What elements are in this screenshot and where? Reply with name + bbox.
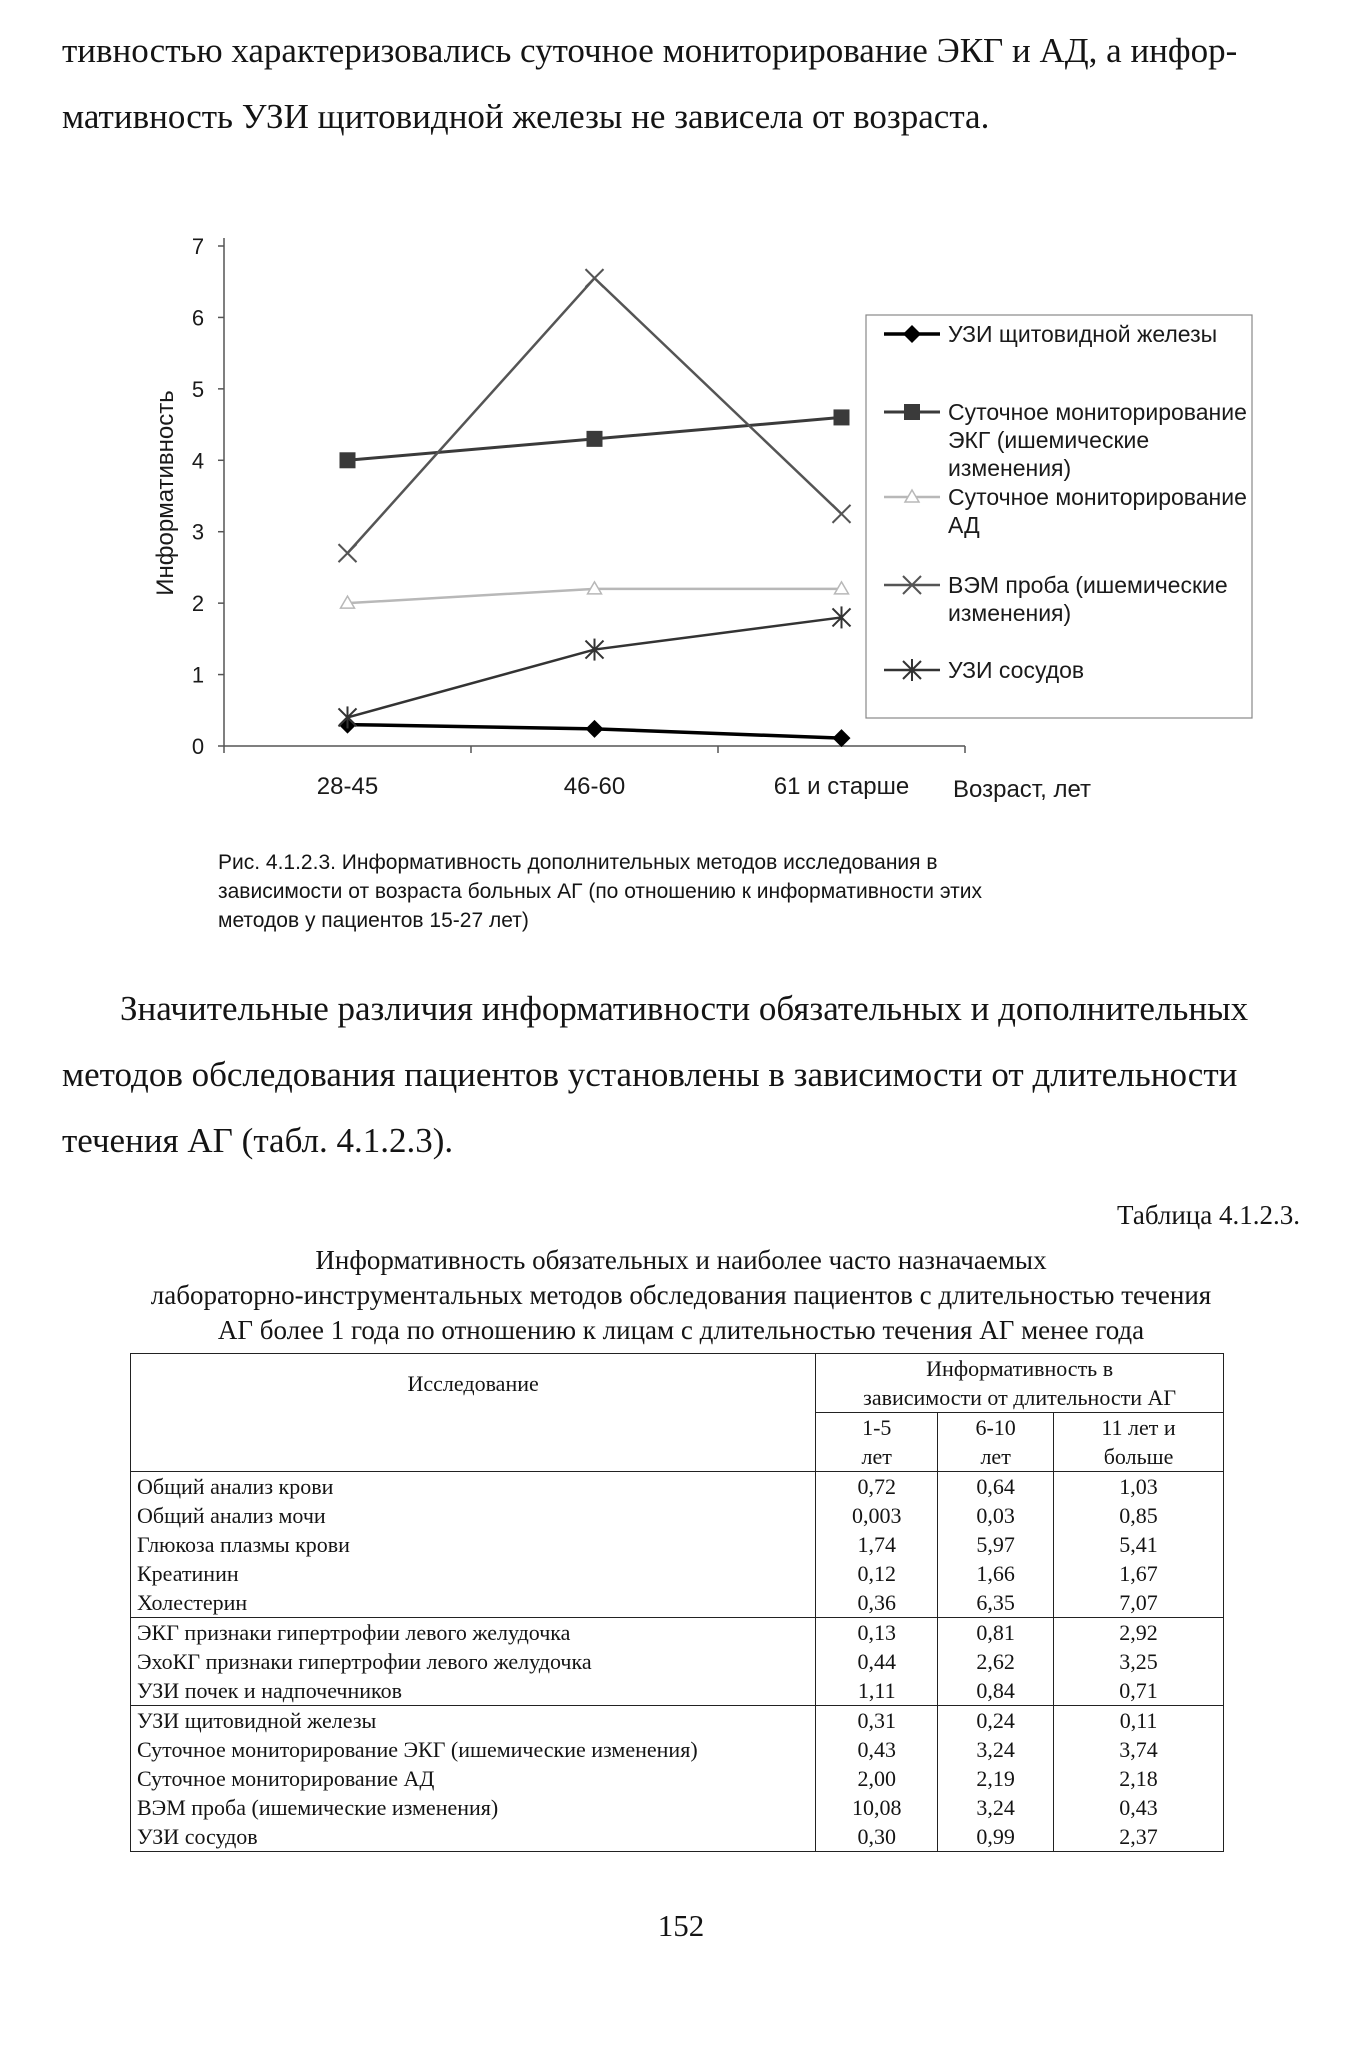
value-cell: 1,66 bbox=[938, 1559, 1054, 1588]
series-line bbox=[348, 278, 842, 553]
table-row bbox=[131, 1559, 1224, 1588]
value-cell: 5,97 bbox=[938, 1530, 1054, 1559]
value-cell: 0,13 bbox=[816, 1618, 938, 1648]
legend-label: Суточное мониторирование bbox=[948, 399, 1247, 425]
value-cell: 2,00 bbox=[816, 1764, 938, 1793]
informativeness-table bbox=[130, 1353, 1224, 1852]
data-point bbox=[339, 544, 357, 562]
data-point bbox=[833, 729, 851, 747]
informativeness-line-chart bbox=[0, 0, 1362, 840]
value-cell: 2,92 bbox=[1054, 1618, 1224, 1648]
y-tick-label: 0 bbox=[191, 734, 205, 759]
value-cell: 3,74 bbox=[1054, 1735, 1224, 1764]
table-label: Таблица 4.1.2.3. bbox=[1117, 1200, 1300, 1230]
header-text: лет bbox=[861, 1444, 892, 1469]
title-line: АГ более 1 года по отношению к лицам с длительностью течения АГ менее года bbox=[217, 1315, 1145, 1345]
value-cell: 0,12 bbox=[816, 1559, 938, 1588]
caption-line: методов у пациентов 15-27 лет) bbox=[218, 909, 529, 932]
value-cell: 0,85 bbox=[1054, 1501, 1224, 1530]
table-row bbox=[131, 1764, 1224, 1793]
study-name: Холестерин bbox=[131, 1588, 816, 1618]
value-cell: 0,43 bbox=[1054, 1793, 1224, 1822]
header-study-spacer bbox=[131, 1413, 816, 1472]
y-tick-label: 7 bbox=[191, 234, 205, 259]
y-tick-label: 5 bbox=[191, 376, 205, 402]
value-cell: 1,67 bbox=[1054, 1559, 1224, 1588]
value-cell: 0,72 bbox=[816, 1472, 938, 1502]
header-duration-1 bbox=[816, 1413, 938, 1472]
study-name: Общий анализ крови bbox=[131, 1472, 816, 1502]
value-cell: 3,25 bbox=[1054, 1647, 1224, 1676]
text-line: методов обследования пациентов установлены в зависимости от длительности bbox=[62, 1055, 1238, 1094]
study-name: УЗИ почек и надпочечников bbox=[131, 1676, 816, 1706]
value-cell: 0,64 bbox=[938, 1472, 1054, 1502]
table-row bbox=[131, 1706, 1224, 1736]
figure-caption bbox=[218, 848, 1128, 935]
series-line bbox=[348, 617, 842, 717]
header-text: 6-10 bbox=[975, 1415, 1016, 1440]
header-group-line: зависимости от длительности АГ bbox=[863, 1385, 1177, 1410]
study-name: ЭхоКГ признаки гипертрофии левого желудочка bbox=[131, 1647, 816, 1676]
header-duration-2 bbox=[938, 1413, 1054, 1472]
study-name: УЗИ щитовидной железы bbox=[131, 1706, 816, 1736]
value-cell: 0,30 bbox=[816, 1822, 938, 1852]
data-point bbox=[586, 720, 604, 738]
legend-label: АД bbox=[948, 512, 980, 538]
value-cell: 5,41 bbox=[1054, 1530, 1224, 1559]
study-name: Суточное мониторирование ЭКГ (ишемические изменения) bbox=[131, 1735, 816, 1764]
value-cell: 0,43 bbox=[816, 1735, 938, 1764]
legend-swatch-marker bbox=[904, 404, 920, 420]
value-cell: 7,07 bbox=[1054, 1588, 1224, 1618]
y-axis-label: Информативность bbox=[152, 390, 179, 596]
value-cell: 0,31 bbox=[816, 1706, 938, 1736]
text-line: течения АГ (табл. 4.1.2.3). bbox=[62, 1121, 454, 1160]
value-cell: 0,003 bbox=[816, 1501, 938, 1530]
value-cell: 2,37 bbox=[1054, 1822, 1224, 1852]
data-point bbox=[339, 706, 357, 728]
value-cell: 0,11 bbox=[1054, 1706, 1224, 1736]
caption-line: Рис. 4.1.2.3. Информативность дополнительных методов исследования в bbox=[218, 851, 938, 874]
header-group-line: Информативность в bbox=[926, 1356, 1114, 1381]
study-name: Глюкоза плазмы крови bbox=[131, 1530, 816, 1559]
y-tick-label: 2 bbox=[191, 591, 205, 617]
x-tick-label: 28-45 bbox=[316, 773, 379, 800]
value-cell: 1,03 bbox=[1054, 1472, 1224, 1502]
data-point bbox=[587, 431, 603, 447]
data-point bbox=[833, 505, 851, 523]
legend-label: УЗИ щитовидной железы bbox=[948, 321, 1218, 347]
header-group bbox=[816, 1354, 1224, 1413]
table-row bbox=[131, 1618, 1224, 1648]
table-title bbox=[40, 1243, 1322, 1348]
table-row bbox=[131, 1676, 1224, 1706]
paragraph-main bbox=[62, 976, 1302, 1174]
data-point bbox=[834, 409, 850, 425]
value-cell: 0,71 bbox=[1054, 1676, 1224, 1706]
value-cell: 6,35 bbox=[938, 1588, 1054, 1618]
y-tick-label: 1 bbox=[191, 662, 205, 688]
value-cell: 0,81 bbox=[938, 1618, 1054, 1648]
y-tick-label: 3 bbox=[191, 519, 205, 545]
header-text: больше bbox=[1103, 1444, 1174, 1469]
table-row bbox=[131, 1735, 1224, 1764]
legend-label: Суточное мониторирование bbox=[948, 484, 1247, 510]
study-name: Креатинин bbox=[131, 1559, 816, 1588]
header-text: 11 лет и bbox=[1101, 1415, 1176, 1440]
study-name: ЭКГ признаки гипертрофии левого желудочка bbox=[131, 1618, 816, 1648]
text-line: мативность УЗИ щитовидной железы не зависела от возраста. bbox=[62, 97, 990, 136]
study-name: Общий анализ мочи bbox=[131, 1501, 816, 1530]
table-row bbox=[131, 1647, 1224, 1676]
legend-label: ЭКГ (ишемические bbox=[948, 427, 1150, 453]
header-text: лет bbox=[980, 1444, 1011, 1469]
table-row bbox=[131, 1793, 1224, 1822]
title-line: Информативность обязательных и наиболее часто назначаемых bbox=[315, 1245, 1047, 1275]
value-cell: 1,74 bbox=[816, 1530, 938, 1559]
value-cell: 10,08 bbox=[816, 1793, 938, 1822]
x-tick-label: 61 и старше bbox=[773, 773, 910, 800]
text-line: тивностью характеризовались суточное мониторирование ЭКГ и АД, а инфор- bbox=[62, 31, 1238, 70]
legend-label: ВЭМ проба (ишемические bbox=[948, 572, 1228, 598]
legend-label: УЗИ сосудов bbox=[948, 657, 1085, 683]
value-cell: 2,62 bbox=[938, 1647, 1054, 1676]
value-cell: 1,11 bbox=[816, 1676, 938, 1706]
legend-label: изменения) bbox=[948, 455, 1072, 481]
header-study: Исследование bbox=[131, 1354, 816, 1413]
legend-label: изменения) bbox=[948, 600, 1072, 626]
header-text: 1-5 bbox=[862, 1415, 892, 1440]
table-row bbox=[131, 1530, 1224, 1559]
value-cell: 3,24 bbox=[938, 1735, 1054, 1764]
y-tick-label: 6 bbox=[191, 305, 205, 331]
data-point bbox=[340, 452, 356, 468]
value-cell: 3,24 bbox=[938, 1793, 1054, 1822]
study-name: Суточное мониторирование АД bbox=[131, 1764, 816, 1793]
table-row bbox=[131, 1472, 1224, 1502]
x-tick-label: 46-60 bbox=[563, 773, 626, 800]
value-cell: 2,19 bbox=[938, 1764, 1054, 1793]
page-number: 152 bbox=[657, 1908, 705, 1943]
study-name: ВЭМ проба (ишемические изменения) bbox=[131, 1793, 816, 1822]
value-cell: 0,44 bbox=[816, 1647, 938, 1676]
value-cell: 0,99 bbox=[938, 1822, 1054, 1852]
table-row bbox=[131, 1822, 1224, 1852]
x-axis-label: Возраст, лет bbox=[953, 776, 1091, 803]
study-name: УЗИ сосудов bbox=[131, 1822, 816, 1852]
caption-line: зависимости от возраста больных АГ (по отношению к информативности этих bbox=[218, 880, 982, 903]
text-line: Значительные различия информативности обязательных и дополнительных bbox=[120, 989, 1249, 1028]
header-duration-3 bbox=[1054, 1413, 1224, 1472]
table-row bbox=[131, 1501, 1224, 1530]
value-cell: 2,18 bbox=[1054, 1764, 1224, 1793]
table-row bbox=[131, 1588, 1224, 1618]
value-cell: 0,24 bbox=[938, 1706, 1054, 1736]
value-cell: 0,03 bbox=[938, 1501, 1054, 1530]
data-point bbox=[586, 269, 604, 287]
value-cell: 0,36 bbox=[816, 1588, 938, 1618]
value-cell: 0,84 bbox=[938, 1676, 1054, 1706]
y-tick-label: 4 bbox=[191, 448, 205, 474]
title-line: лабораторно-инструментальных методов обследования пациентов с длительностью течения bbox=[150, 1280, 1212, 1310]
